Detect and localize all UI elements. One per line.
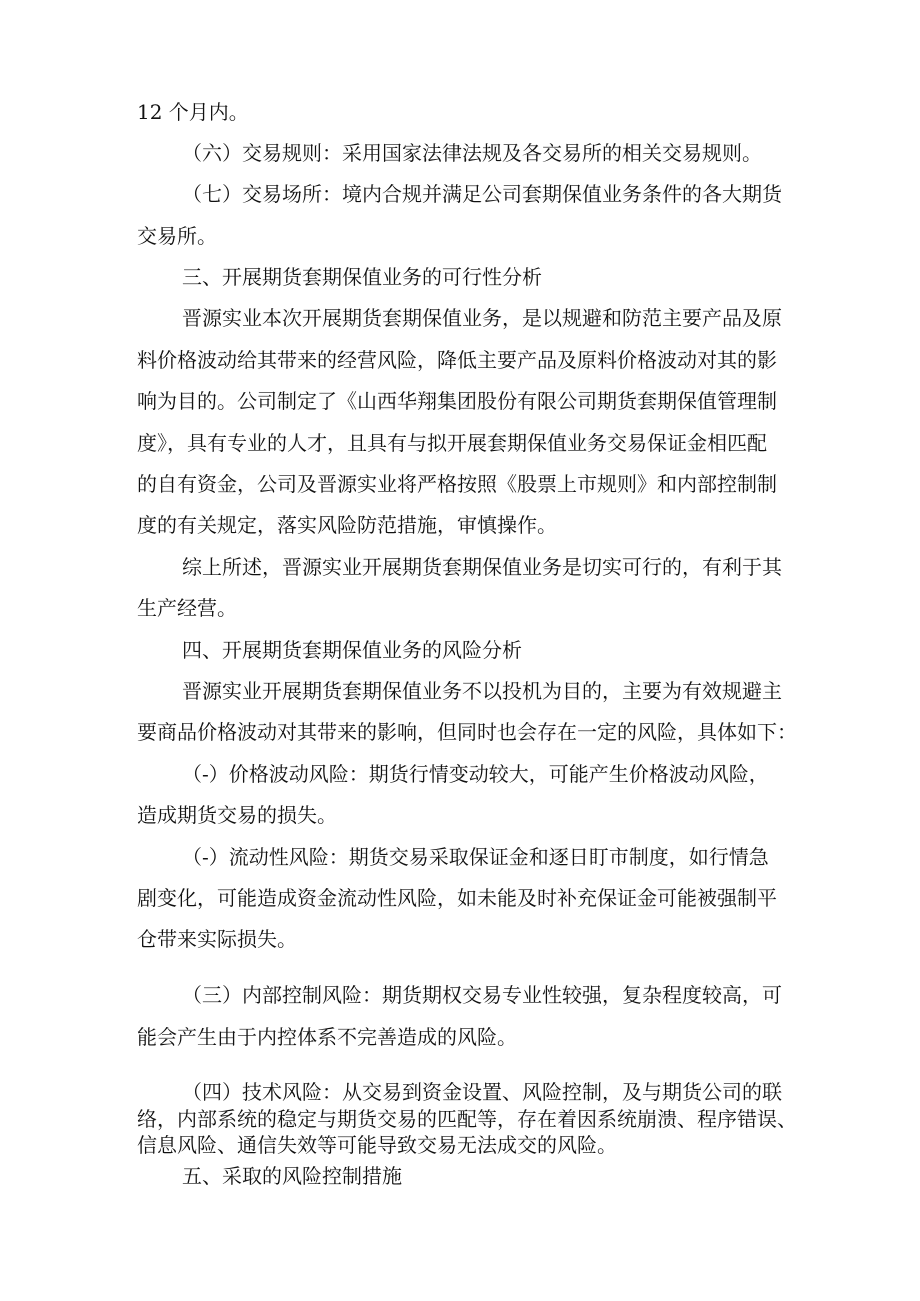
paragraph-line: 信息风险、通信失效等可能导致交易无法成交的风险。 bbox=[137, 1133, 617, 1157]
paragraph-line: （-）价格波动风险：期货行情变动较大，可能产生价格波动风险， bbox=[182, 762, 769, 786]
paragraph-line: 晋源实业本次开展期货套期保值业务，是以规避和防范主要产品及原 bbox=[182, 306, 782, 330]
section-heading: 四、开展期货套期保值业务的风险分析 bbox=[182, 638, 522, 662]
paragraph-line: 响为目的。公司制定了《山西华翔集团股份有限公司期货套期保值管理制 bbox=[137, 389, 777, 413]
section-heading: 五、采取的风险控制措施 bbox=[182, 1164, 402, 1188]
paragraph-line: 交易所。 bbox=[137, 224, 217, 248]
paragraph-line: 络，内部系统的稳定与期货交易的匹配等，存在着因系统崩溃、程序错误、 bbox=[137, 1107, 797, 1131]
paragraph-line: （六）交易规则：采用国家法律法规及各交易所的相关交易规则。 bbox=[182, 141, 762, 165]
paragraph-line: 度的有关规定，落实风险防范措施，审慎操作。 bbox=[137, 513, 557, 537]
paragraph-line: 的自有资金，公司及晋源实业将严格按照《股票上市规则》和内部控制制 bbox=[137, 472, 777, 496]
paragraph-line: 料价格波动给其带来的经营风险，降低主要产品及原料价格波动对其的影 bbox=[137, 348, 777, 372]
paragraph-line: 造成期货交易的损失。 bbox=[137, 803, 337, 827]
paragraph-line: （三）内部控制风险：期货期权交易专业性较强，复杂程度较高，可 bbox=[182, 983, 782, 1007]
paragraph-line: 度》，具有专业的人才，且具有与拟开展套期保值业务交易保证金相匹配 bbox=[137, 431, 767, 455]
paragraph-line: 要商品价格波动对其带来的影响，但同时也会存在一定的风险，具体如下： bbox=[137, 720, 797, 744]
paragraph-line: 晋源实业开展期货套期保值业务不以投机为目的，主要为有效规避主 bbox=[182, 679, 782, 703]
paragraph-line: 剧变化，可能造成资金流动性风险，如未能及时补充保证金可能被强制平 bbox=[137, 886, 777, 910]
paragraph-line: （四）技术风险：从交易到资金设置、风险控制，及与期货公司的联 bbox=[182, 1080, 782, 1104]
paragraph-line: （-）流动性风险：期货交易采取保证金和逐日盯市制度，如行情急 bbox=[182, 845, 769, 869]
paragraph-line: 综上所述，晋源实业开展期货套期保值业务是切实可行的，有利于其 bbox=[182, 555, 782, 579]
paragraph-line: 生产经营。 bbox=[137, 596, 237, 620]
paragraph-line: 仓带来实际损失。 bbox=[137, 927, 297, 951]
paragraph-line: （七）交易场所：境内合规并满足公司套期保值业务条件的各大期货 bbox=[182, 182, 782, 206]
paragraph-line: 12 个月内。 bbox=[137, 100, 249, 124]
section-heading: 三、开展期货套期保值业务的可行性分析 bbox=[182, 265, 542, 289]
paragraph-line: 能会产生由于内控体系不完善造成的风险。 bbox=[137, 1025, 517, 1049]
